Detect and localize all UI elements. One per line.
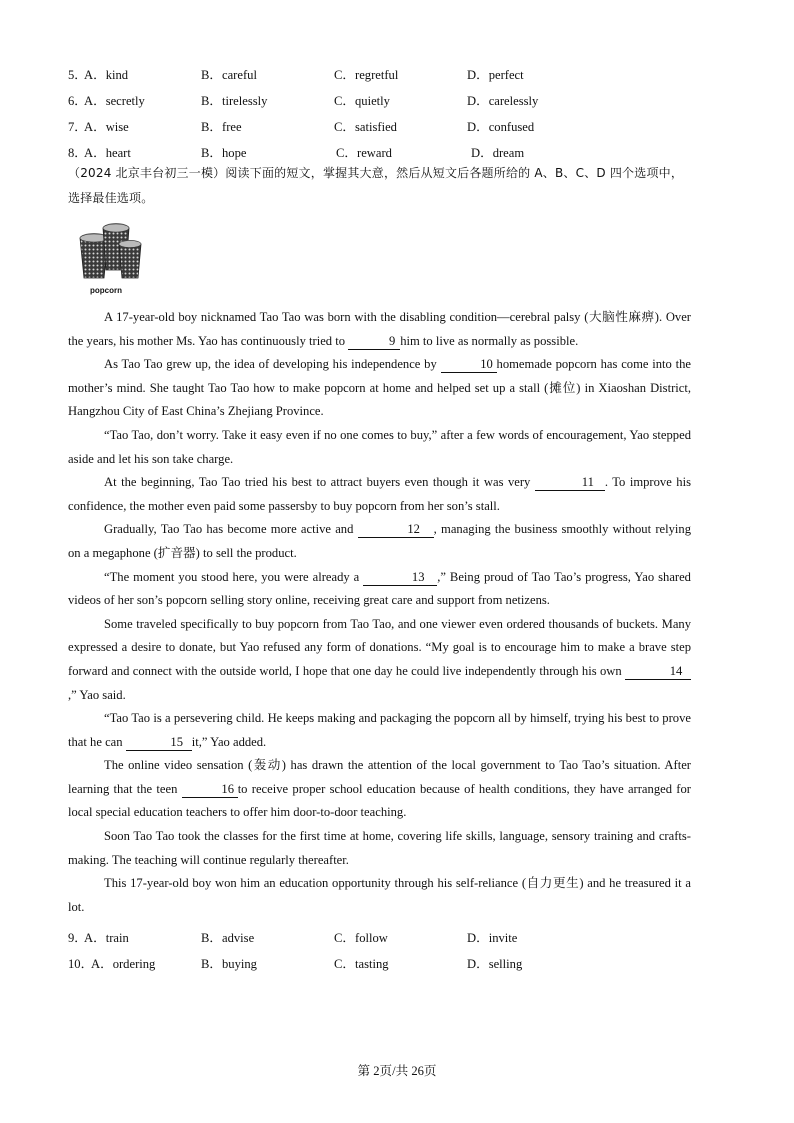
option-b: B．careful [201,68,257,82]
question-number: 7． [68,120,87,134]
paragraph-10: Soon Tao Tao took the classes for the first time at home, covering life skills, language, sensory training and crafts-making. The teaching will continue regularly thereafter. [68,829,691,867]
image-caption: popcorn [90,286,122,295]
option-a: A．secretly [84,94,145,108]
option-a: A．ordering [91,957,156,971]
option-d: D．perfect [467,68,524,82]
reading-passage [68,306,691,919]
blank-9: 9 [348,334,400,350]
option-d: D．invite [467,931,518,945]
paragraph-11: This 17-year-old boy won him an education opportunity through his self-reliance (自力更生) and he treasured it a lot. [68,876,691,914]
paragraph-1: A 17-year-old boy nicknamed Tao Tao was born with the disabling condition—cerebral palsy (大脑性麻痹). Over the years, his mother Ms. Yao has continuously tried to 9 him to live as normally as possible. [68,310,691,348]
option-b: B．advise [201,931,255,945]
question-number: 9． [68,931,87,945]
section-instructions: （2024 北京丰台初三一模）阅读下面的短文，掌握其大意，然后从短文后各题所给的 A、B、C、D 四个选项中，选择最佳选项。 [68,166,684,205]
page-number: 第 2页/共 26页 [357,1064,437,1078]
option-d: D．confused [467,120,535,134]
option-b: B．buying [201,957,257,971]
option-d: D．selling [467,957,523,971]
option-c: C．reward [336,146,392,160]
blank-16: 16 [182,782,238,798]
question-number: 10． [68,957,94,971]
option-c: C．satisfied [334,120,397,134]
blank-15: 15 [126,735,192,751]
blank-11: 11 [535,475,605,491]
blank-13: 13 [363,570,437,586]
paragraph-4: At the beginning, Tao Tao tried his best to attract buyers even though it was very 11 . To improve his confidence, the mother even paid some passersby to buy popcorn from her son’s stall. [68,475,691,513]
question-number: 5． [68,68,87,82]
popcorn-image [72,220,144,282]
option-d: D．dream [471,146,525,160]
option-a: A．train [84,931,129,945]
option-d: D．carelessly [467,94,539,108]
option-a: A．heart [84,146,131,160]
blank-12: 12 [358,522,434,538]
question-number: 8． [68,146,87,160]
paragraph-9: The online video sensation (轰动) has drawn the attention of the local government to Tao Tao’s situation. After learning that the teen 16 to receive proper school education because of health conditions, they have arranged for local special education teachers to offer him door-to-door teaching. [68,758,691,820]
paragraph-6: “The moment you stood here, you were already a 13 ,” Being proud of Tao Tao’s progress, Yao shared videos of her son’s popcorn selling story online, receiving great care and support from netizens. [68,569,691,608]
option-c: C．tasting [334,957,389,971]
option-c: C．regretful [334,68,399,82]
option-c: C．follow [334,931,388,945]
paragraph-3: “Tao Tao, don’t worry. Take it easy even if no one comes to buy,” after a few words of encouragement, Yao stepped aside and let his son take charge. [68,427,691,466]
option-c: C．quietly [334,94,390,108]
option-b: B．tirelessly [201,94,268,108]
blank-10: 10 [441,357,497,373]
option-a: A．wise [84,120,129,134]
paragraph-8: “Tao Tao is a persevering child. He keeps making and packaging the popcorn all by himself, trying his best to prove that he can 15 it,” Yao added. [68,711,691,749]
option-a: A．kind [84,68,129,82]
option-b: B．hope [201,146,247,160]
paragraph-5: Gradually, Tao Tao has become more active and 12 , managing the business smoothly without relying on a megaphone (扩音器) to sell the product. [68,522,692,560]
paragraph-7: Some traveled specifically to buy popcorn from Tao Tao, and one viewer even ordered thousands of buckets. Many expressed a desire to donate, but Yao refused any form of donations. “My goal is to encourage him to make a brave step forward and connect with the outside world, I hope that one day he could live independently through his own 14,” Yao said. [68,616,691,702]
blank-14: 14 [625,664,691,680]
option-b: B．free [201,120,242,134]
paragraph-2: As Tao Tao grew up, the idea of developing his independence by 10 homemade popcorn has come into the mother’s mind. She taught Tao Tao how to make popcorn at home and helped set up a stall (摊位) in Xiaoshan District, Hangzhou City of East China’s Zhejiang Province. [68,357,691,419]
question-number: 6． [68,94,87,108]
